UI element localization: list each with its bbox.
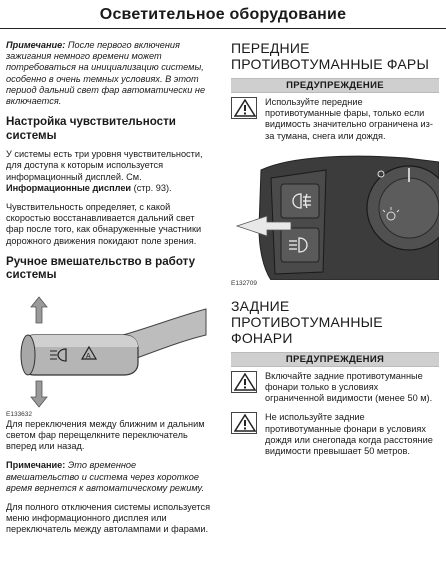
warnings-bar: ПРЕДУПРЕЖДЕНИЯ [231,352,439,367]
info-displays-link[interactable]: Информационные дисплеи [6,182,132,193]
sensitivity-heading: Настройка чувствительности системы [6,115,176,142]
note-label: Примечание: [6,40,66,50]
warning-text: Используйте передние противотуманные фары, только если видимость значительно ограничена из-за тумана, снега или дождя. [265,97,433,141]
disable-paragraph: Для полного отключения системы используется меню информационного дисплея или переключатель между автолампами и фарами. [6,502,211,535]
note-initialization [6,40,211,107]
sensitivity-paragraph-1 [6,149,211,194]
lighting-stalk-illustration [6,289,211,411]
stalk-figure [6,289,211,419]
rear-fog-warning-1 [231,371,439,405]
sensitivity-paragraph-2: Чувствительность определяет, с какой скоростью восстанавливается дальний свет фар после того, как обнаруженные участники дорожного движения покидают поле зрения. [6,202,202,246]
figure-code: E132709 [231,279,258,287]
rear-fog-heading: ЗАДНИЕ ПРОТИВОТУМАННЫЕ ФОНАРИ [231,297,383,346]
svg-text:A: A [86,352,91,360]
note-text: Это временное вмешательство и система через короткое время вернется к автоматическому режиму. [6,460,205,493]
fog-switch-figure [231,148,439,288]
rear-fog-warning-2 [231,412,439,457]
warning-bar: ПРЕДУПРЕЖДЕНИЕ [231,78,439,93]
note-text: После первого включения зажигания немного времени может потребоваться на инициализацию системы, особенно в очень темных условиях. В этот период дальний свет фар автоматически не включается. [6,40,206,107]
warning-icon [231,412,257,434]
arrow-up-icon [31,297,47,323]
figure-code: E133632 [6,410,33,418]
arrow-down-icon [31,381,47,407]
sensitivity-text: У системы есть три уровня чувствительности, для доступа к которым используется информационный дисплей. См. [6,149,203,182]
note-label: Примечание: [6,460,66,471]
warning-text: Не используйте задние противотуманные фонари в условиях дождя или снегопада когда расстояние видимости превышает 50 метров. [265,412,433,457]
note-temporary [6,460,211,494]
page-header [0,0,446,29]
switch-paragraph: Для переключения между ближним и дальним светом фар перещелкните переключатель вперед или назад. [6,418,205,452]
warning-icon [231,97,257,119]
warning-icon [231,371,257,393]
front-fog-warning [231,97,439,142]
page-title: Осветительное оборудование [99,6,347,23]
page-reference: (стр. 93). [131,182,172,193]
left-column [6,40,211,544]
warning-text: Включайте задние противотуманные фонари только в условиях ограниченной видимости (менее 50 м). [265,370,433,404]
front-fog-heading: ПЕРЕДНИЕ ПРОТИВОТУМАННЫЕ ФАРЫ [231,40,430,72]
right-column [231,40,439,457]
light-switch-illustration [231,148,439,280]
manual-override-heading: Ручное вмешательство в работу системы [6,254,196,282]
